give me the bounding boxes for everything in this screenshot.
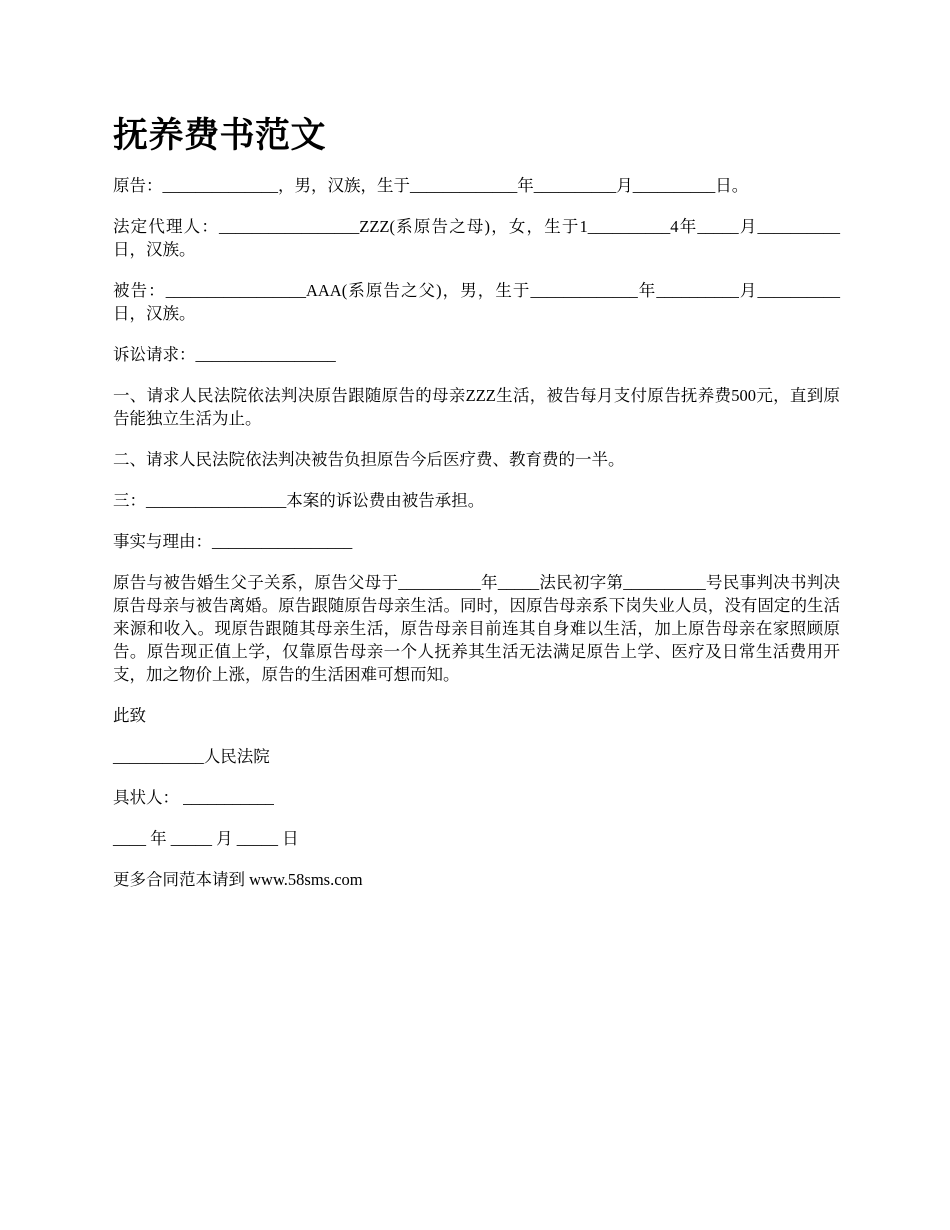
legal-representative-info: 法定代理人：_________________ZZZ(系原告之母)，女，生于1__________4年_____月__________日，汉族。 xyxy=(113,217,840,259)
document-page xyxy=(113,110,840,909)
claim-item-1: 一、请求人民法院依法判决原告跟随原告的母亲ZZZ生活，被告每月支付原告抚养费500元，直到原告能独立生活为止。 xyxy=(113,386,840,428)
claim-item-3: 三：_________________本案的诉讼费由被告承担。 xyxy=(113,491,485,510)
salutation: 此致 xyxy=(113,706,146,725)
facts-heading: 事实与理由：_________________ xyxy=(113,532,353,551)
petitioner-signature: 具状人： ___________ xyxy=(113,788,274,807)
court-name: ___________人民法院 xyxy=(113,747,270,766)
plaintiff-info: 原告：______________，男，汉族，生于_____________年__________月__________日。 xyxy=(113,176,749,195)
claim-item-2: 二、请求人民法院依法判决被告负担原告今后医疗费、教育费的一半。 xyxy=(113,450,625,469)
signature-date: ____ 年 _____ 月 _____ 日 xyxy=(113,829,299,848)
footer-link-text: 更多合同范本请到 www.58sms.com xyxy=(113,870,363,889)
facts-body: 原告与被告婚生父子关系，原告父母于__________年_____法民初字第__________号民事判决书判决原告母亲与被告离婚。原告跟随原告母亲生活。同时，因原告母亲系下岗失业人员，没有固定的生活来源和收入。现原告跟随其母亲生活，原告母亲目前连其自身难以生活，加上原告母亲在家照顾原告。原告现正值上学，仅靠原告母亲一个人抚养其生活无法满足原告上学、医疗及日常生活费用开支，加之物价上涨，原告的生活困难可想而知。 xyxy=(113,573,840,684)
claims-heading: 诉讼请求：_________________ xyxy=(113,345,336,364)
document-title: 抚养费书范文 xyxy=(113,116,327,155)
defendant-info: 被告：_________________AAA(系原告之父)，男，生于_____________年__________月__________日，汉族。 xyxy=(113,281,840,323)
